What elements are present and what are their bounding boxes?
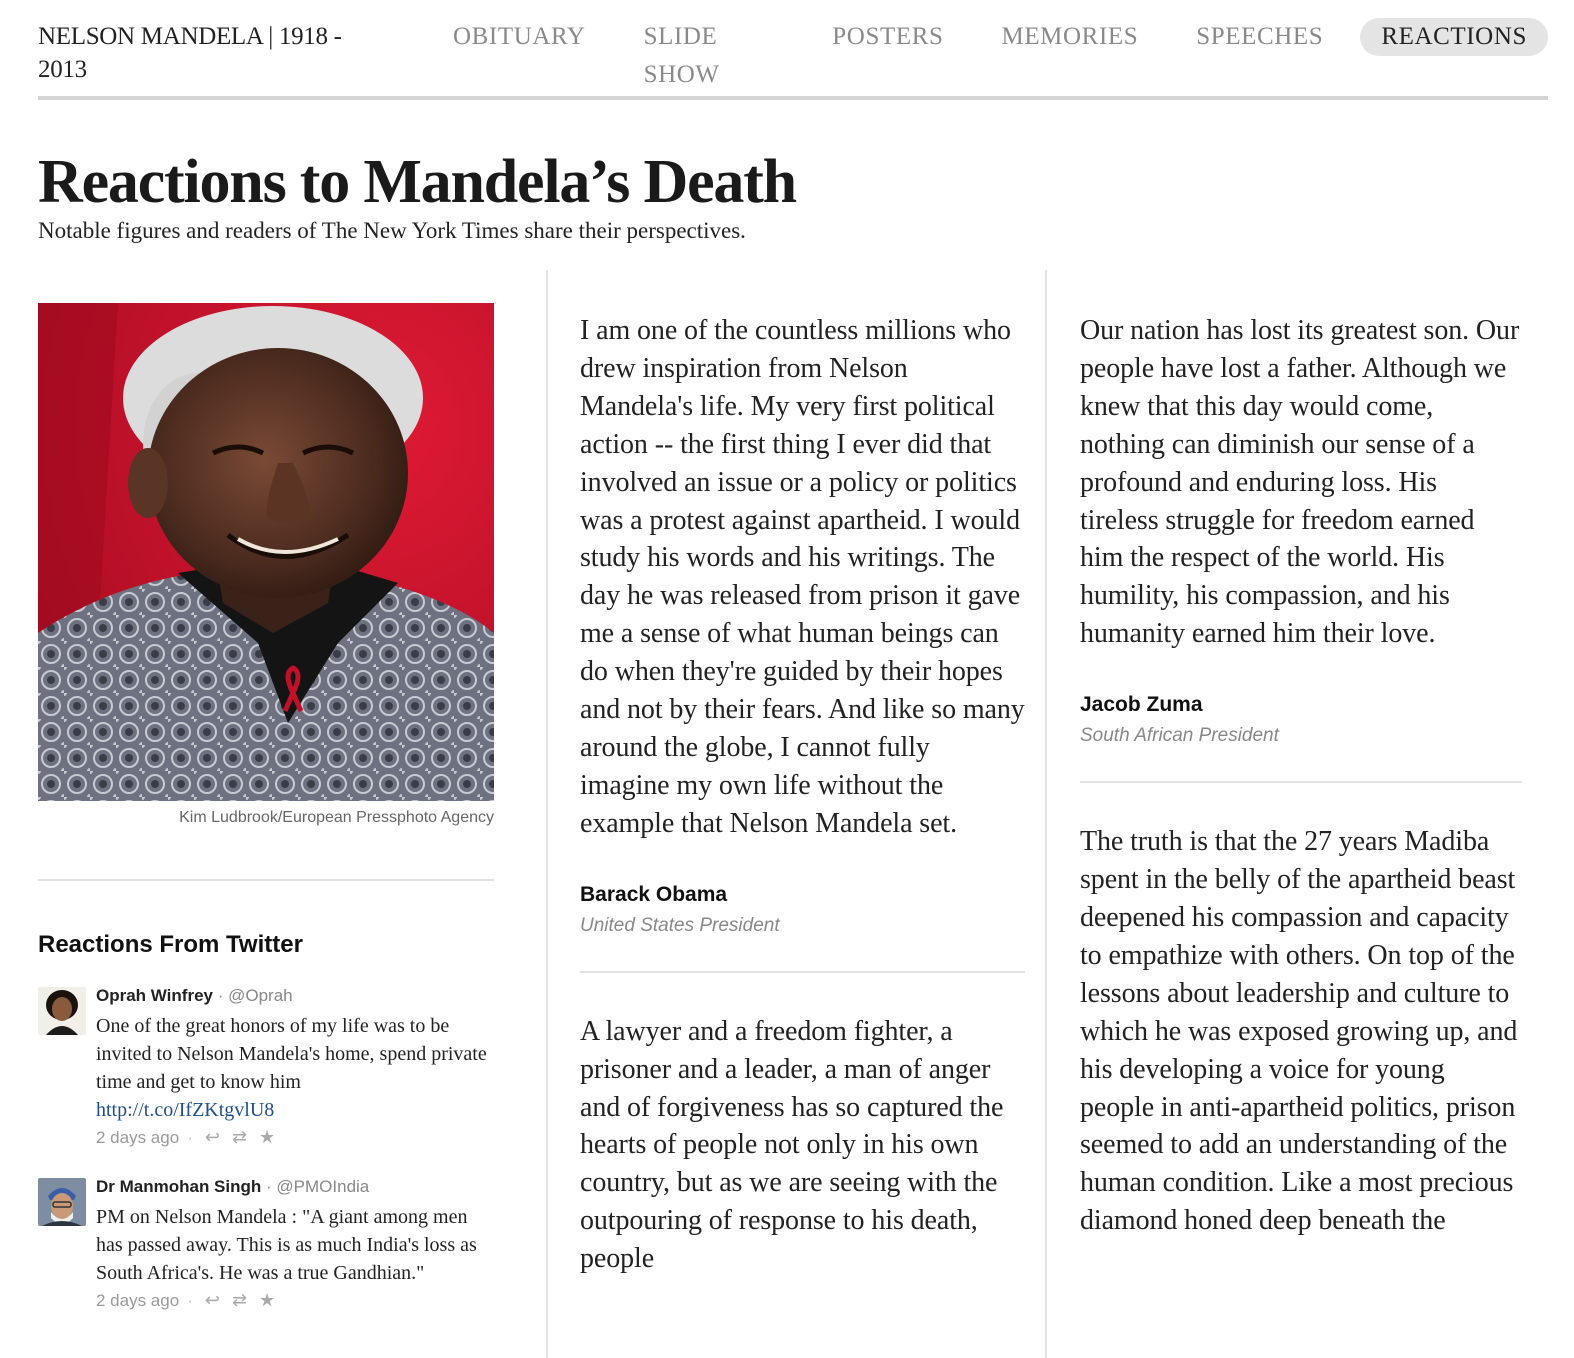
tweet-link[interactable]: http://t.co/IfZKtgvlU8 xyxy=(96,1099,275,1121)
quote-text: A lawyer and a freedom fighter, a prisoner and a leader, a man of anger and of forgiveness has so captured the hearts of people not only in his own country, but as we are seeing with the outpouring of response to his death, people xyxy=(580,1015,1004,1275)
tweet-author-name[interactable]: Dr Manmohan Singh xyxy=(96,1177,262,1196)
reaction-quote xyxy=(580,312,1025,937)
reply-icon[interactable]: ↩ xyxy=(204,1290,220,1310)
section-nav xyxy=(432,18,1548,88)
quote-author: Jacob Zuma xyxy=(1080,693,1203,717)
quote-author: Barack Obama xyxy=(580,882,728,906)
portrait-illustration xyxy=(38,303,494,801)
reply-icon[interactable]: ↩ xyxy=(204,1127,220,1147)
star-icon[interactable]: ★ xyxy=(259,1127,276,1147)
mandela-photo xyxy=(38,303,494,801)
left-column xyxy=(38,303,494,1311)
star-icon[interactable]: ★ xyxy=(259,1290,276,1310)
quote-text: The truth is that the 27 years Madiba spent in the belly of the apartheid beast deepened his compassion and capacity to empathize with others. On top of the lessons about leadership and culture to which he was exposed growing up, and his developing a voice for young people in anti-apartheid politics, prison seemed to add an understanding of the human condition. Like a most precious diamond honed deep beneath the xyxy=(1080,826,1518,1237)
divider xyxy=(580,971,1025,973)
reaction-quote xyxy=(1080,312,1522,747)
meta-separator: · xyxy=(187,1127,193,1147)
tweet-meta xyxy=(96,1290,494,1311)
reaction-quote xyxy=(1080,823,1522,1240)
tweet-meta xyxy=(96,1127,494,1148)
tweet-author-name[interactable]: Oprah Winfrey xyxy=(96,986,213,1005)
manmohan-avatar-image xyxy=(38,1178,86,1226)
tab-reactions[interactable]: REACTIONS xyxy=(1360,18,1548,56)
oprah-avatar-image xyxy=(38,987,86,1035)
masthead xyxy=(38,18,1548,100)
tweet-timestamp[interactable]: 2 days ago xyxy=(96,1290,180,1310)
tweet xyxy=(38,985,494,1148)
right-column xyxy=(1080,312,1522,1240)
quote-author-role: United States President xyxy=(580,914,780,936)
divider xyxy=(38,879,494,881)
tab-slide-show[interactable]: SLIDE SHOW xyxy=(643,23,720,88)
twitter-heading: Reactions From Twitter xyxy=(38,931,303,958)
tab-speeches[interactable]: SPEECHES xyxy=(1196,23,1324,50)
tab-obituary[interactable]: OBITUARY xyxy=(453,23,586,50)
avatar[interactable] xyxy=(38,1178,86,1226)
meta-separator: · xyxy=(187,1290,193,1310)
photo-credit: Kim Ludbrook/European Pressphoto Agency xyxy=(179,809,494,826)
divider xyxy=(1080,781,1522,783)
section-brand[interactable]: NELSON MANDELA | 1918 - 2013 xyxy=(38,23,342,83)
column-divider xyxy=(1045,270,1047,1358)
page-subtitle: Notable figures and readers of The New York Times share their perspectives. xyxy=(38,218,746,243)
middle-column xyxy=(580,312,1025,1278)
quote-author-role: South African President xyxy=(1080,725,1279,747)
tab-posters[interactable]: POSTERS xyxy=(832,23,944,50)
tweet-author-handle[interactable]: @PMOIndia xyxy=(276,1177,370,1196)
quote-text: Our nation has lost its greatest son. Our people have lost a father. Although we knew that this day would come, nothing can diminish our sense of a profound and enduring loss. His tireless struggle for freedom earned him the respect of the world. His humility, his compassion, and his humanity earned him their love. xyxy=(1080,315,1520,650)
avatar[interactable] xyxy=(38,987,86,1035)
tweet-separator: · xyxy=(266,1177,277,1196)
retweet-icon[interactable]: ⇄ xyxy=(231,1127,248,1147)
tweet-author-handle[interactable]: @Oprah xyxy=(228,986,293,1005)
page-title: Reactions to Mandela’s Death xyxy=(38,148,796,216)
retweet-icon[interactable]: ⇄ xyxy=(231,1290,248,1310)
tweet-body: One of the great honors of my life was to be invited to Nelson Mandela's home, spend private time and get to know him xyxy=(96,1015,487,1093)
reaction-quote xyxy=(580,1013,1025,1278)
tab-memories[interactable]: MEMORIES xyxy=(1001,23,1139,50)
tweet-text xyxy=(96,1012,494,1124)
tweet-text: PM on Nelson Mandela : "A giant among men has passed away. This is as much India's loss as South Africa's. He was a true Gandhian." xyxy=(96,1206,477,1284)
quote-text: I am one of the countless millions who drew inspiration from Nelson Mandela's life. My very first political action -- the first thing I ever did that involved an issue or a policy or politics was a protest against apartheid. I would study his words and his writings. The day he was released from prison it gave me a sense of what human beings can do when they're guided by their hopes and not by their fears. And like so many around the globe, I cannot fully imagine my own life without the example that Nelson Mandela set. xyxy=(580,315,1025,839)
tweet xyxy=(38,1176,494,1311)
column-divider xyxy=(546,270,548,1358)
tweet-separator: · xyxy=(217,986,229,1005)
tweet-timestamp[interactable]: 2 days ago xyxy=(96,1127,180,1147)
